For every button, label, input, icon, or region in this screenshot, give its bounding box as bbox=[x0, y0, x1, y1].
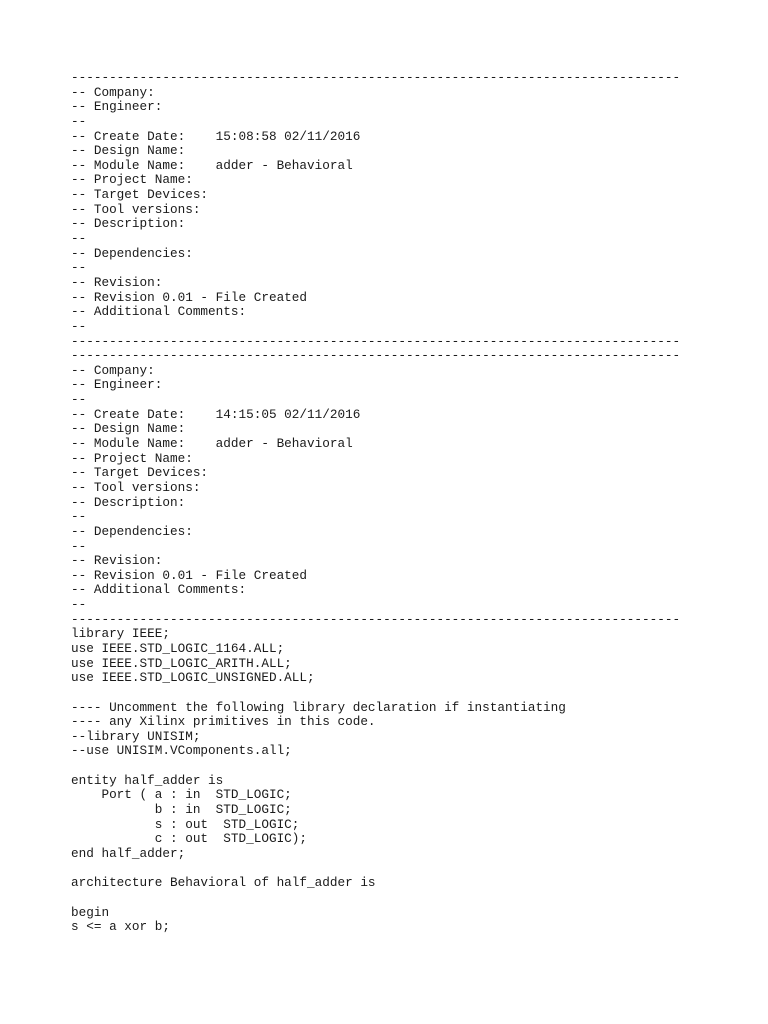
code-line: entity half_adder is bbox=[71, 773, 224, 788]
code-line: -- Module Name: adder - Behavioral bbox=[71, 437, 353, 452]
code-line: -- bbox=[71, 261, 87, 276]
code-line: -- bbox=[71, 510, 87, 525]
code-line: ---- Uncomment the following library declaration if instantiating bbox=[71, 700, 566, 715]
code-line: -- Create Date: 15:08:58 02/11/2016 bbox=[71, 129, 361, 144]
code-line: -- Revision 0.01 - File Created bbox=[71, 290, 308, 305]
code-line: ---- any Xilinx primitives in this code. bbox=[71, 715, 376, 730]
code-line: -------------------------------------------------------------------------------- bbox=[71, 612, 681, 627]
code-line: -- Project Name: bbox=[71, 451, 193, 466]
code-line: --use UNISIM.VComponents.all; bbox=[71, 744, 292, 759]
code-line: Port ( a : in STD_LOGIC; bbox=[71, 788, 292, 803]
code-line bbox=[71, 759, 761, 774]
code-line: -- Additional Comments: bbox=[71, 583, 247, 598]
code-document bbox=[71, 71, 761, 935]
code-line: -- Engineer: bbox=[71, 100, 163, 115]
code-line: -- bbox=[71, 232, 87, 247]
code-line: -------------------------------------------------------------------------------- bbox=[71, 334, 681, 349]
code-line: use IEEE.STD_LOGIC_1164.ALL; bbox=[71, 641, 285, 656]
code-line: -- bbox=[71, 393, 87, 408]
code-line: begin bbox=[71, 905, 110, 920]
code-line: -- Description: bbox=[71, 217, 186, 232]
code-line: c : out STD_LOGIC); bbox=[71, 832, 308, 847]
code-line: library IEEE; bbox=[71, 627, 170, 642]
code-line: s : out STD_LOGIC; bbox=[71, 817, 300, 832]
code-line: -- bbox=[71, 114, 87, 129]
code-line: -- Design Name: bbox=[71, 422, 186, 437]
code-line: -- Target Devices: bbox=[71, 188, 209, 203]
code-line: -- Revision: bbox=[71, 275, 163, 290]
code-line: -------------------------------------------------------------------------------- bbox=[71, 71, 681, 85]
code-line bbox=[71, 862, 761, 877]
code-line bbox=[71, 686, 761, 701]
code-line: -- Company: bbox=[71, 85, 155, 100]
code-line: --library UNISIM; bbox=[71, 729, 201, 744]
code-line: architecture Behavioral of half_adder is bbox=[71, 876, 376, 891]
code-line: s <= a xor b; bbox=[71, 920, 170, 935]
code-line: -- Engineer: bbox=[71, 378, 163, 393]
code-line: -- bbox=[71, 319, 87, 334]
code-line: -- Company: bbox=[71, 363, 155, 378]
code-line: b : in STD_LOGIC; bbox=[71, 803, 292, 818]
code-line: -- Revision 0.01 - File Created bbox=[71, 568, 308, 583]
code-line: use IEEE.STD_LOGIC_ARITH.ALL; bbox=[71, 656, 292, 671]
code-line: -- Description: bbox=[71, 495, 186, 510]
code-line: -- Design Name: bbox=[71, 144, 186, 159]
code-line: -------------------------------------------------------------------------------- bbox=[71, 349, 681, 364]
code-line: -- bbox=[71, 539, 87, 554]
code-line: -- Revision: bbox=[71, 554, 163, 569]
code-line: -- Tool versions: bbox=[71, 202, 201, 217]
code-line: -- Target Devices: bbox=[71, 466, 209, 481]
code-line: -- Dependencies: bbox=[71, 246, 193, 261]
code-line: -- Tool versions: bbox=[71, 480, 201, 495]
code-line: use IEEE.STD_LOGIC_UNSIGNED.ALL; bbox=[71, 671, 315, 686]
code-line: -- Additional Comments: bbox=[71, 305, 247, 320]
code-line: -- bbox=[71, 598, 87, 613]
code-line: -- Project Name: bbox=[71, 173, 193, 188]
code-line: -- Dependencies: bbox=[71, 524, 193, 539]
code-line: end half_adder; bbox=[71, 846, 186, 861]
code-line: -- Module Name: adder - Behavioral bbox=[71, 158, 353, 173]
code-line: -- Create Date: 14:15:05 02/11/2016 bbox=[71, 407, 361, 422]
code-line bbox=[71, 891, 761, 906]
